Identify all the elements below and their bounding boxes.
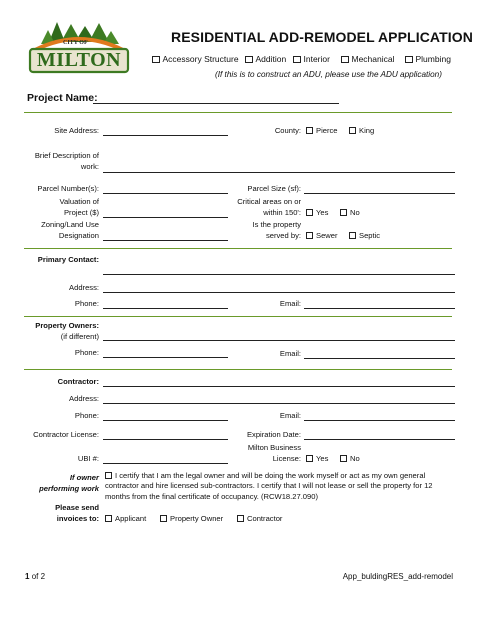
primary-address-label: Address: bbox=[69, 283, 99, 292]
checkbox-label: Applicant bbox=[115, 514, 147, 523]
contractor-email-field[interactable] bbox=[304, 420, 455, 421]
zoning-label-2: Designation bbox=[58, 231, 99, 240]
expiration-date-label: Expiration Date: bbox=[246, 430, 301, 439]
invoices-label-2: invoices to: bbox=[56, 514, 99, 523]
parcel-numbers-label: Parcel Number(s): bbox=[37, 184, 99, 193]
checkbox-label: No bbox=[350, 454, 360, 463]
expiration-date-field[interactable] bbox=[304, 439, 455, 440]
contractor-name-field[interactable] bbox=[103, 386, 455, 387]
checkbox-interior[interactable] bbox=[293, 54, 330, 64]
footer-filename: App_buldingRES_add-remodel bbox=[342, 572, 453, 581]
owner-performing-label-1: If owner bbox=[69, 473, 99, 482]
checkbox-box[interactable] bbox=[105, 515, 112, 522]
checkbox-invoice-contractor[interactable] bbox=[237, 514, 282, 524]
owner-email-label: Email: bbox=[279, 349, 301, 358]
primary-phone-field[interactable] bbox=[103, 308, 228, 309]
brief-description-field[interactable] bbox=[103, 172, 455, 173]
primary-email-label: Email: bbox=[279, 299, 301, 308]
checkbox-plumbing[interactable] bbox=[405, 54, 451, 64]
section-divider bbox=[24, 248, 452, 249]
owner-email-field[interactable] bbox=[304, 358, 455, 359]
parcel-numbers-field[interactable] bbox=[103, 193, 228, 194]
checkbox-label: Septic bbox=[359, 231, 381, 240]
critical-areas-label-1: Critical areas on or bbox=[237, 197, 301, 206]
primary-email-field[interactable] bbox=[304, 308, 455, 309]
checkbox-critical-yes[interactable] bbox=[306, 208, 328, 218]
contractor-address-field[interactable] bbox=[103, 403, 455, 404]
checkbox-box[interactable] bbox=[349, 232, 356, 239]
checkbox-box[interactable] bbox=[340, 209, 347, 216]
brief-description-label-1: Brief Description of bbox=[34, 151, 99, 160]
checkbox-critical-no[interactable] bbox=[340, 208, 360, 218]
owner-phone-field[interactable] bbox=[103, 357, 228, 358]
checkbox-box[interactable] bbox=[306, 209, 313, 216]
logo-milton-text: MILTON bbox=[36, 49, 122, 71]
project-name-label: Project Name: bbox=[27, 92, 98, 104]
checkbox-box[interactable] bbox=[349, 127, 356, 134]
checkbox-box[interactable] bbox=[405, 56, 413, 64]
served-by-label-2: served by: bbox=[265, 231, 301, 240]
contractor-license-label: Contractor License: bbox=[33, 430, 99, 439]
contractor-license-field[interactable] bbox=[103, 439, 228, 440]
parcel-size-field[interactable] bbox=[304, 193, 455, 194]
primary-address-field[interactable] bbox=[103, 292, 455, 293]
contractor-heading: Contractor: bbox=[57, 377, 99, 386]
section-divider bbox=[24, 112, 452, 113]
checkbox-accessory-structure[interactable] bbox=[152, 54, 239, 64]
owner-phone-label: Phone: bbox=[74, 348, 99, 357]
checkbox-box[interactable] bbox=[306, 232, 313, 239]
checkbox-label: No bbox=[350, 208, 360, 217]
primary-phone-label: Phone: bbox=[74, 299, 99, 308]
checkbox-box[interactable] bbox=[341, 56, 349, 64]
checkbox-addition[interactable] bbox=[245, 54, 286, 64]
checkbox-label: Pierce bbox=[316, 126, 338, 135]
checkbox-label: Mechanical bbox=[351, 54, 395, 64]
owner-certify-checkbox[interactable] bbox=[105, 471, 455, 502]
valuation-label-2: Project ($) bbox=[63, 208, 99, 217]
county-label: County: bbox=[274, 126, 301, 135]
checkbox-box[interactable] bbox=[105, 472, 112, 479]
property-owner-name-field[interactable] bbox=[103, 340, 455, 341]
checkbox-label: Yes bbox=[316, 208, 329, 217]
served-by-label-1: Is the property bbox=[252, 220, 301, 229]
checkbox-box[interactable] bbox=[160, 515, 167, 522]
checkbox-label: Accessory Structure bbox=[162, 54, 239, 64]
checkbox-invoice-property-owner[interactable] bbox=[160, 514, 223, 524]
checkbox-label: Yes bbox=[316, 454, 329, 463]
milton-business-label-1: Milton Business bbox=[247, 443, 301, 452]
checkbox-mechanical[interactable] bbox=[341, 54, 395, 64]
critical-areas-label-2: within 150': bbox=[263, 208, 301, 217]
checkbox-box[interactable] bbox=[306, 127, 313, 134]
section-divider bbox=[24, 369, 452, 370]
property-owners-sub: (if different) bbox=[60, 332, 99, 341]
valuation-label-1: Valuation of bbox=[59, 197, 99, 206]
checkbox-invoice-applicant[interactable] bbox=[105, 514, 146, 524]
owner-performing-label-2: performing work bbox=[39, 484, 99, 493]
checkbox-county-pierce[interactable] bbox=[306, 126, 338, 136]
certify-text: I certify that I am the legal owner and will be doing the work myself or act as my own general contractor and hire licensed sub-contractors. I certify that I will not lease or sell the property for 12 months from the final certificate of occupancy. (RCW18.27.090) bbox=[105, 471, 433, 501]
primary-contact-heading: Primary Contact: bbox=[37, 255, 99, 264]
section-divider bbox=[24, 316, 452, 317]
contractor-email-label: Email: bbox=[279, 411, 301, 420]
valuation-field[interactable] bbox=[103, 217, 228, 218]
site-address-label: Site Address: bbox=[54, 126, 99, 135]
checkbox-label: Contractor bbox=[247, 514, 283, 523]
page-number bbox=[25, 572, 45, 581]
logo-city-of-text: CITY OF bbox=[63, 40, 88, 46]
checkbox-label: Sewer bbox=[316, 231, 338, 240]
page-of: of 2 bbox=[31, 572, 46, 581]
checkbox-milton-no[interactable] bbox=[340, 454, 360, 464]
property-owners-heading: Property Owners: bbox=[35, 321, 99, 330]
contractor-phone-field[interactable] bbox=[103, 420, 228, 421]
site-address-field[interactable] bbox=[103, 135, 228, 136]
page-current: 1 bbox=[25, 572, 30, 581]
adu-note: (If this is to construct an ADU, please use the ADU application) bbox=[215, 70, 442, 79]
checkbox-sewer[interactable] bbox=[306, 231, 338, 241]
page-title: RESIDENTIAL ADD-REMODEL APPLICATION bbox=[171, 29, 473, 45]
checkbox-box[interactable] bbox=[237, 515, 244, 522]
contractor-phone-label: Phone: bbox=[74, 411, 99, 420]
city-of-milton-logo bbox=[27, 22, 131, 74]
project-name-field[interactable] bbox=[93, 103, 339, 104]
checkbox-box[interactable] bbox=[245, 56, 253, 64]
zoning-label-1: Zoning/Land Use bbox=[41, 220, 99, 229]
invoices-label-1: Please send bbox=[55, 503, 99, 512]
contractor-address-label: Address: bbox=[69, 394, 99, 403]
ubi-label: UBI #: bbox=[77, 454, 99, 463]
checkbox-septic[interactable] bbox=[349, 231, 380, 241]
checkbox-milton-yes[interactable] bbox=[306, 454, 328, 464]
checkbox-box[interactable] bbox=[293, 56, 301, 64]
ubi-field[interactable] bbox=[103, 463, 228, 464]
checkbox-county-king[interactable] bbox=[349, 126, 374, 136]
checkbox-label: Plumbing bbox=[415, 54, 451, 64]
checkbox-box[interactable] bbox=[306, 455, 313, 462]
checkbox-label: Interior bbox=[303, 54, 330, 64]
parcel-size-label: Parcel Size (sf): bbox=[247, 184, 301, 193]
primary-contact-name-field[interactable] bbox=[103, 274, 455, 275]
checkbox-label: Property Owner bbox=[170, 514, 224, 523]
milton-business-label-2: License: bbox=[272, 454, 301, 463]
checkbox-box[interactable] bbox=[152, 56, 160, 64]
zoning-field[interactable] bbox=[103, 240, 228, 241]
checkbox-box[interactable] bbox=[340, 455, 347, 462]
brief-description-label-2: work: bbox=[80, 162, 99, 171]
checkbox-label: Addition bbox=[255, 54, 287, 64]
checkbox-label: King bbox=[359, 126, 375, 135]
